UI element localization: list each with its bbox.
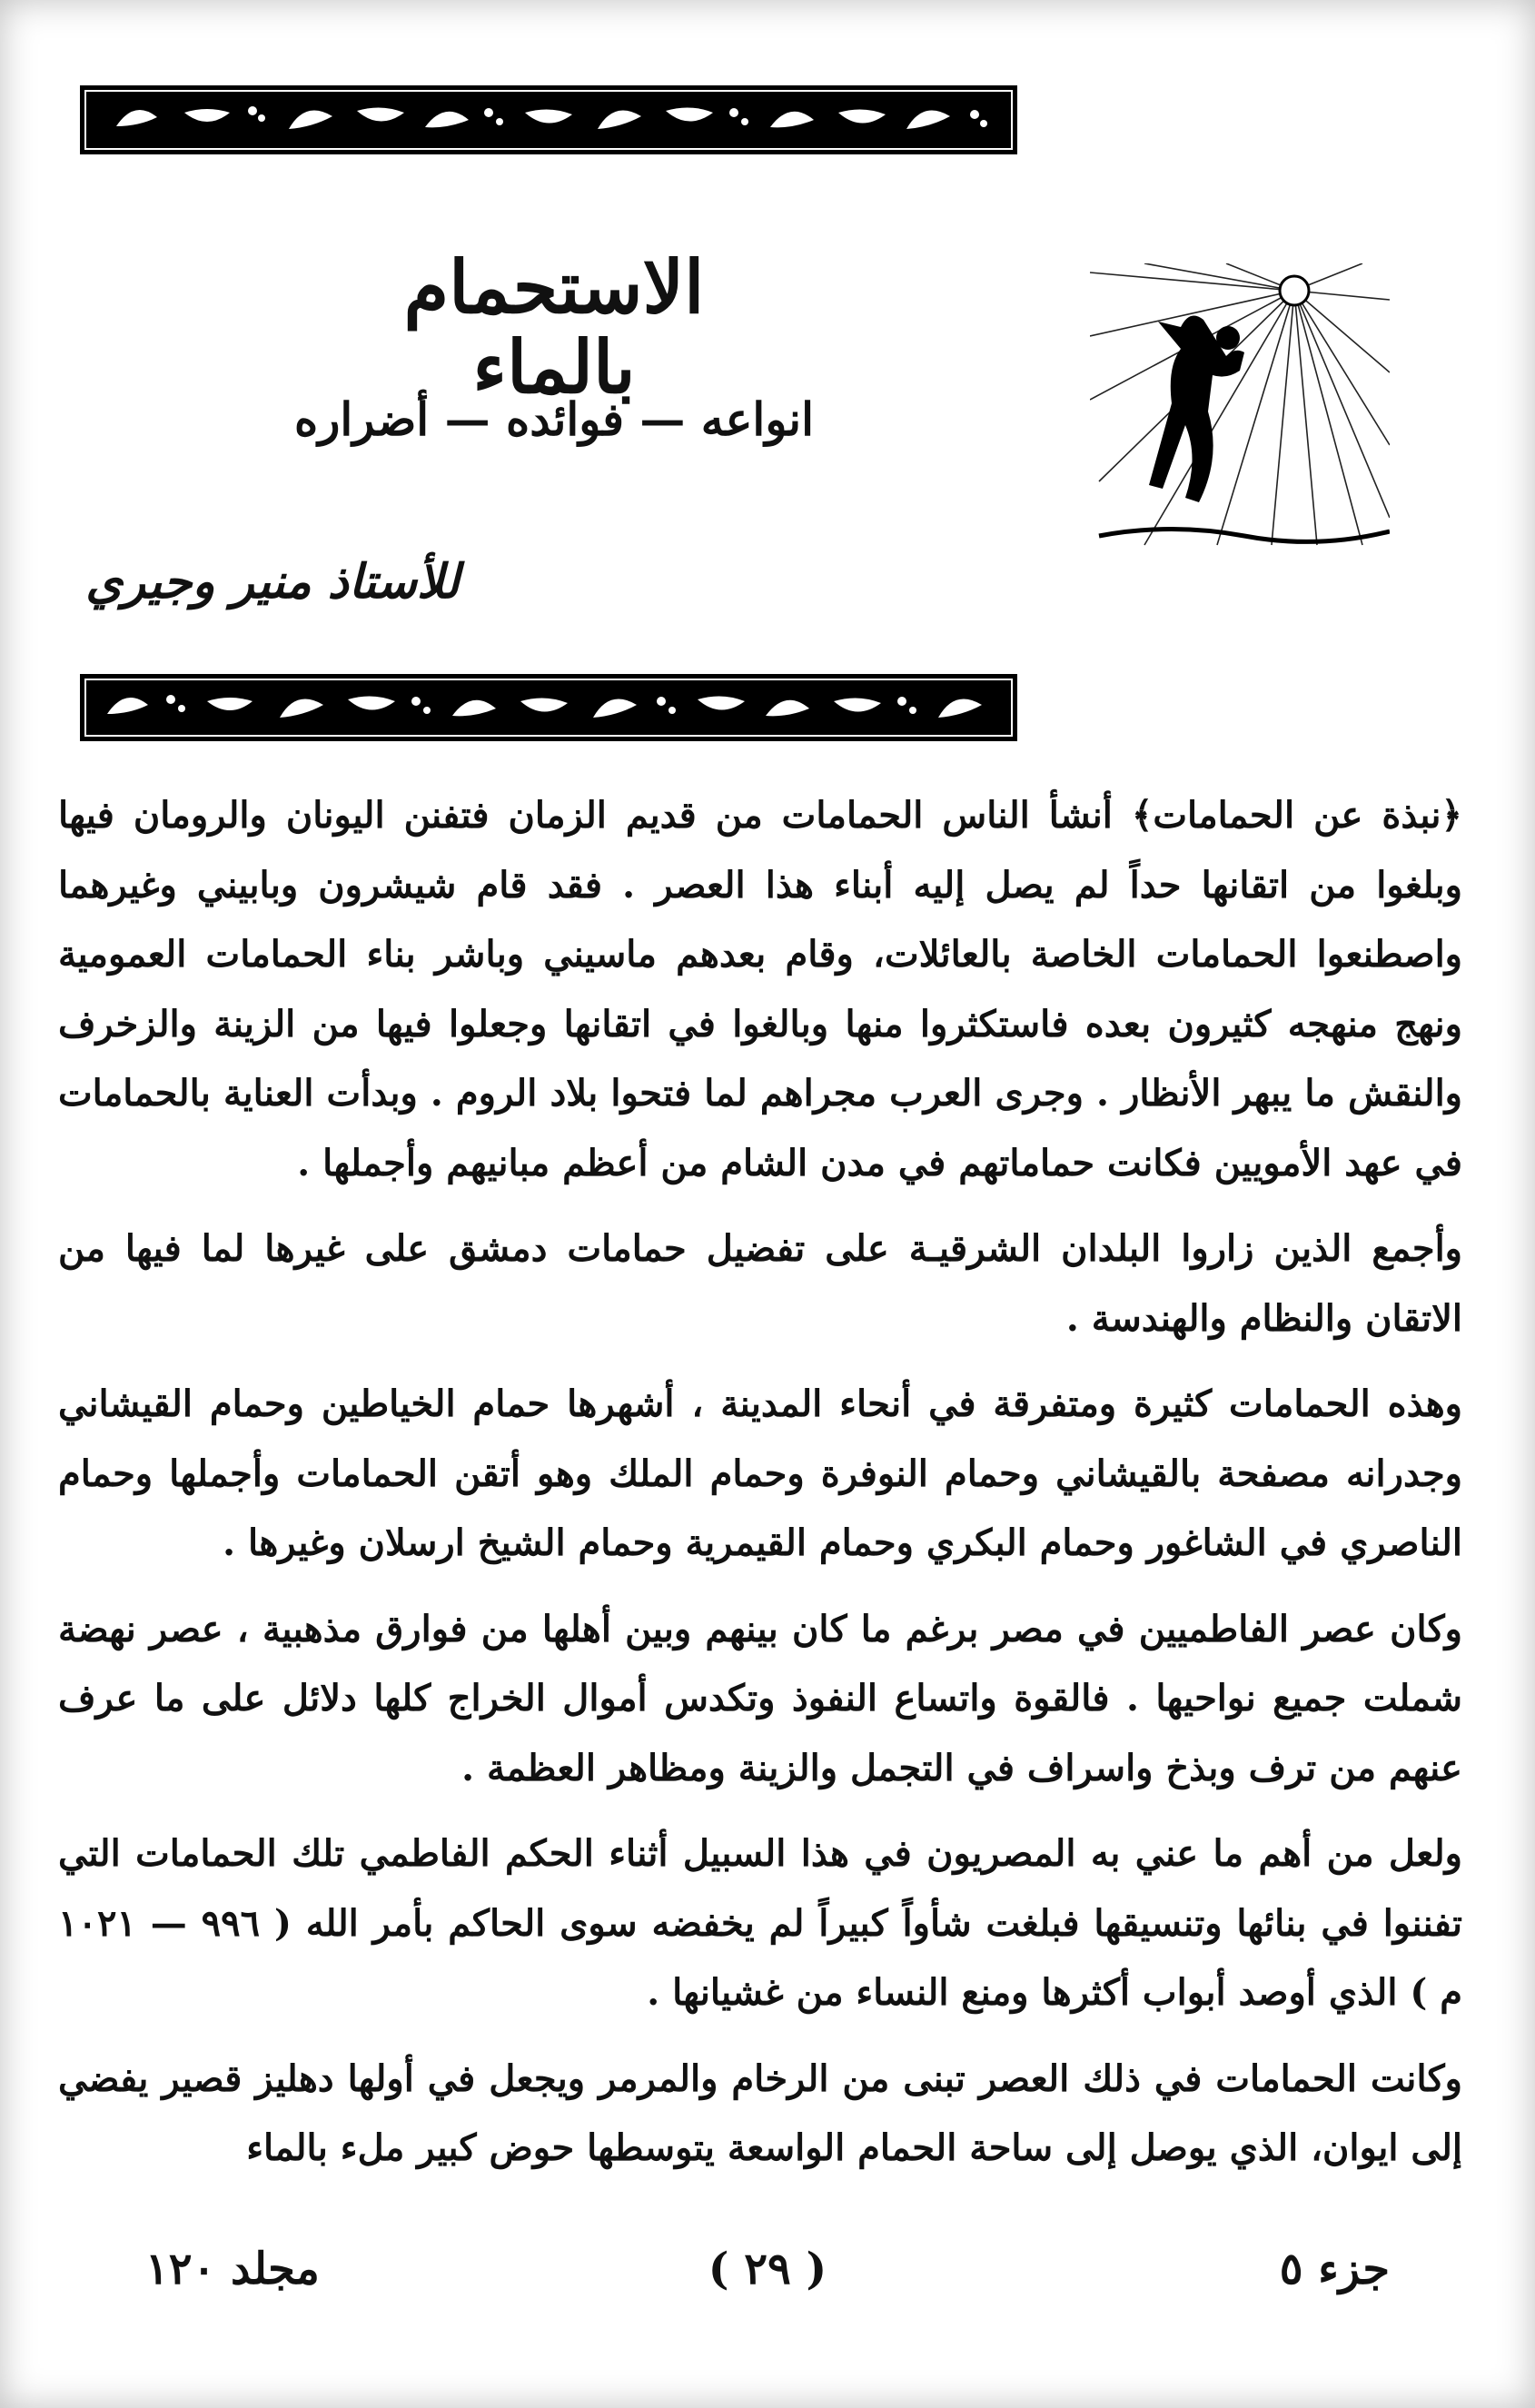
article-body xyxy=(58,781,1462,2200)
paragraph: وكان عصر الفاطميين في مصر برغم ما كان بينهم وبين أهلها من فوارق مذهبية ، عصر نهضة شملت جميع نواحيها . فالقوة واتساع النفوذ وتكدس أموال الخراج كلها دلائل على ما عرف عنهم من ترف وبذخ واسراف في التجمل والزينة ومظاهر العظمة . xyxy=(58,1607,1462,1789)
article-title: الاستحمام بالماء xyxy=(403,244,705,410)
article-subtitle: انواعه — فوائده — أضراره xyxy=(294,392,814,446)
author-byline: للأستاذ منير وجيري xyxy=(85,554,460,609)
paragraph: ﴿نبذة عن الحمامات﴾ أنشأ الناس الحمامات من قديم الزمان فتفنن اليونان والرومان فيها وبلغوا من اتقانها حداً لم يصل إليه أبناء هذا العصر . فقد قام شيشرون وبابيني وغيرهما واصطنعوا الحمامات الخاصة بالعائلات، وقام بعدهم ماسيني وباشر بناء الحمامات العمومية ونهج منهجه كثيرون بعده فاستكثروا منها وبالغوا في اتقانها وجعلوا فيها من الزينة والزخرف والنقش ما يبهر الأنظار . وجرى العرب مجراهم لما فتحوا بلاد الروم . وبدأت العناية بالحمامات في عهد الأمويين فكانت حماماتهم في مدن الشام من أعظم مبانيهم وأجملها . xyxy=(58,794,1463,1184)
issue-part: جزء ٥ xyxy=(1279,2244,1390,2294)
paragraph: ولعل من أهم ما عني به المصريون في هذا السبيل أثناء الحكم الفاطمي تلك الحمامات التي تفننوا في بنائها وتنسيقها فبلغت شأواً كبيراً لم يخفضه سوى الحاكم بأمر الله ( ٩٩٦ — ١٠٢١ م ) الذي أوصد أبواب أكثرها ومنع النساء من غشيانها . xyxy=(58,1832,1462,2014)
page-footer xyxy=(0,2244,1535,2316)
page-number: ( ٢٩ ) xyxy=(708,2244,827,2294)
middle-ornament-band xyxy=(80,674,1017,741)
man-under-sun-icon xyxy=(1090,263,1390,554)
paragraph: وهذه الحمامات كثيرة ومتفرقة في أنحاء المدينة ، أشهرها حمام الخياطين وحمام القيشاني وجدرانه مصفحة بالقيشاني وحمام النوفرة وحمام الملك وهو أتقن الحمامات وأجملها وحمام الناصري في الشاغور وحمام البكري وحمام القيمرية وحمام الشيخ ارسلان وغيرها . xyxy=(58,1382,1462,1564)
volume-number: مجلد ١٢٠ xyxy=(145,2244,320,2294)
leaf-vine-border-icon xyxy=(80,85,1017,154)
leaf-vine-border-icon xyxy=(80,674,1017,741)
paragraph: وأجمع الذين زاروا البلدان الشرقيـة على تفضيل حمامات دمشق على غيرها لما فيها من الاتقان والنظام والهندسة . xyxy=(58,1227,1462,1340)
emblem-illustration xyxy=(1090,263,1390,554)
top-ornament-band xyxy=(80,85,1017,154)
paragraph: وكانت الحمامات في ذلك العصر تبنى من الرخام والمرمر ويجعل في أولها دهليز قصير يفضي إلى ايوان، الذي يوصل إلى ساحة الحمام الواسعة يتوسطها حوض كبير ملء بالماء xyxy=(58,2056,1462,2169)
